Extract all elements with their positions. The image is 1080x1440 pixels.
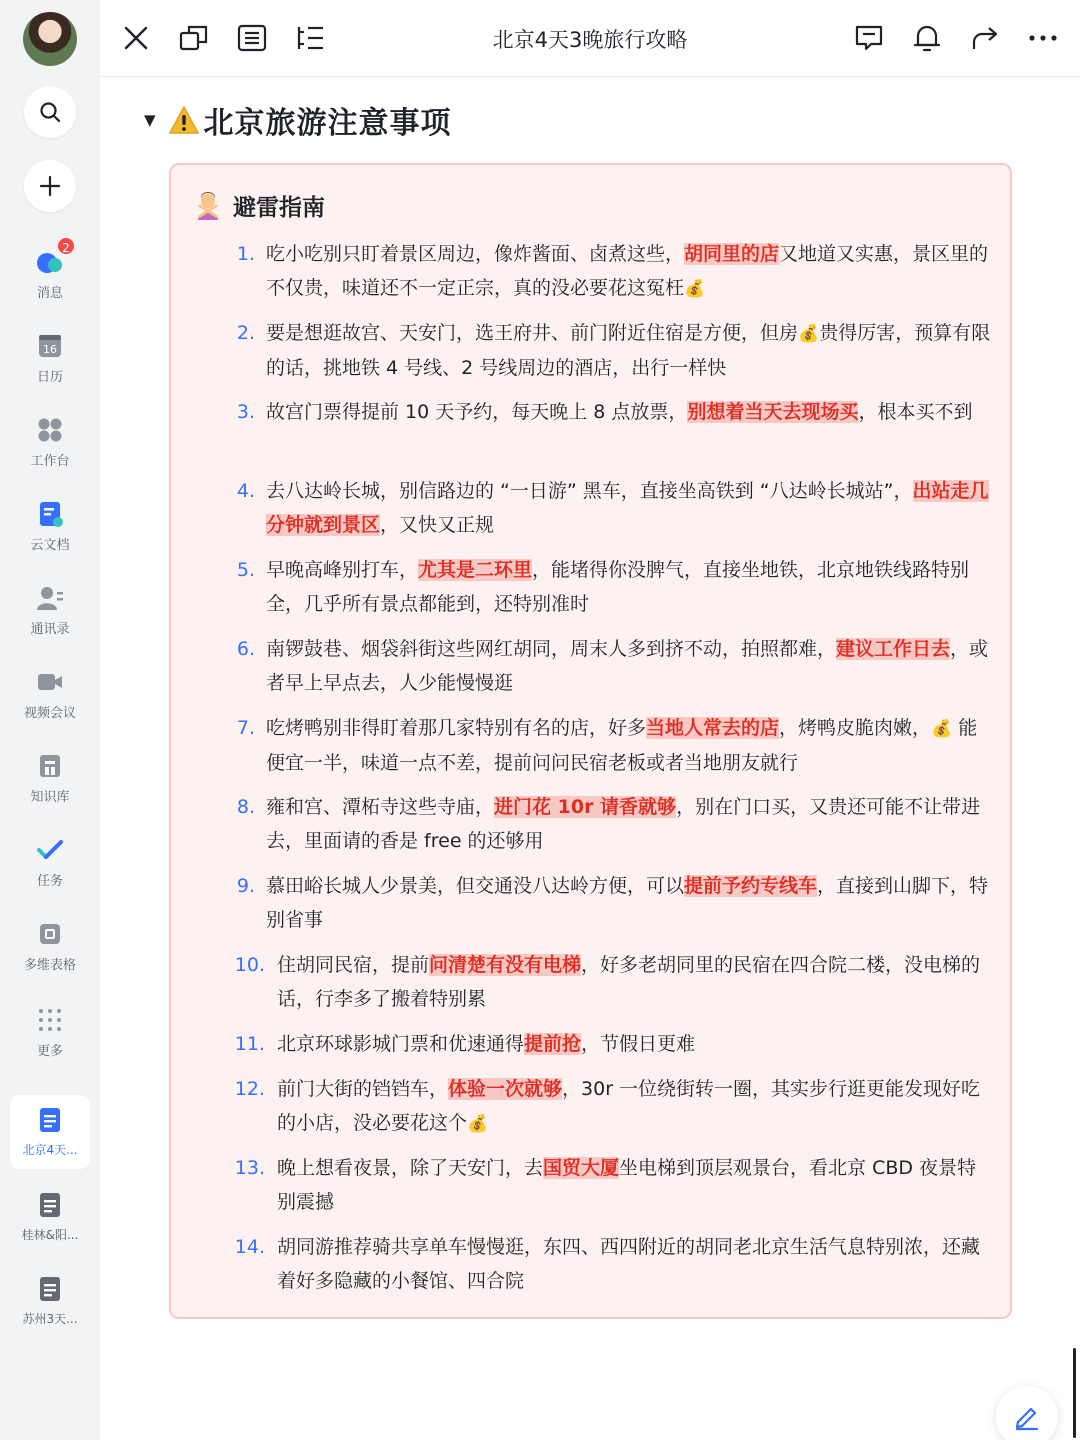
text-segment: 贵得厉害，预算有限的话，挑地铁 4 号线、2 号线周边的酒店，出行一样快 (266, 322, 991, 379)
highlighted-text: 体验一次就够 (448, 1078, 563, 1100)
list-number: 6. (236, 638, 255, 660)
top-toolbar (100, 0, 1080, 77)
sidebar-item-tasks[interactable] (0, 836, 100, 889)
money-bag-icon: 💰 (467, 1114, 489, 1134)
list-item-text (266, 869, 994, 937)
document-title: 北京4天3晚旅行攻略 (492, 28, 688, 52)
list-item-text (277, 1072, 995, 1141)
sidebar-item-label: 消息 (36, 286, 63, 301)
recent-doc-beijing[interactable] (10, 1095, 90, 1169)
list-item-text (266, 474, 994, 542)
notifications-button[interactable] (911, 22, 943, 54)
text-segment: 吃小吃别只盯着景区周边，像炸酱面、卤煮这些， (266, 243, 685, 265)
text-segment: 早晚高峰别打车， (266, 559, 419, 581)
comment-icon (854, 24, 884, 52)
sidebar-item-label: 通讯录 (30, 622, 70, 637)
share-button[interactable] (969, 22, 1001, 54)
highlighted-text: 提前抢 (524, 1033, 582, 1055)
money-bag-icon: 💰 (798, 324, 820, 344)
recent-doc-suzhou[interactable] (10, 1264, 90, 1338)
recent-doc-guilin[interactable] (10, 1180, 90, 1254)
recent-doc-label: 苏州3天... (22, 1311, 78, 1326)
list-item-text (266, 790, 994, 858)
check-icon (36, 836, 64, 864)
list-number: 12. (234, 1078, 265, 1100)
money-bag-icon: 💰 (931, 719, 953, 739)
list-number: 5. (236, 559, 255, 581)
document-icon (38, 1192, 62, 1218)
text-segment: 吃烤鸭别非得盯着那几家特别有名的店，好多 (266, 717, 647, 739)
document-icon (36, 500, 64, 528)
video-camera-icon (36, 668, 64, 696)
money-bag-icon: 💰 (684, 279, 706, 299)
sidebar-item-contacts[interactable] (0, 584, 100, 637)
highlighted-text: 出站走几分钟就到景区 (266, 480, 989, 536)
document-icon (38, 1276, 62, 1302)
callout-header (193, 189, 325, 222)
scrollbar[interactable] (1073, 1348, 1076, 1438)
recent-doc-label: 北京4天... (22, 1142, 78, 1157)
list-number: 13. (234, 1157, 265, 1179)
text-segment: ，直接到山脚下，特别省事 (266, 875, 989, 931)
list-item-text (277, 1230, 995, 1298)
sidebar-item-bitable[interactable] (0, 920, 100, 973)
highlighted-text: 尤其是二环里 (418, 559, 533, 581)
list-number: 1. (236, 243, 255, 265)
sidebar-item-knowledge-base[interactable] (0, 752, 100, 805)
list-number: 8. (236, 796, 255, 818)
search-button[interactable] (24, 86, 76, 138)
text-segment: ，烤鸭皮脆肉嫩， (779, 717, 932, 739)
list-number: 10. (234, 954, 265, 976)
highlighted-text: 国贸大厦 (543, 1157, 620, 1179)
text-segment: ，能堵得你没脾气，直接坐地铁，北京地铁线路特别全，几乎所有景点都能到，还特别准时 (266, 559, 970, 615)
text-segment: 南锣鼓巷、烟袋斜街这些网红胡同，周末人多到挤不动，拍照都难， (266, 638, 837, 660)
text-segment: ，根本买不到 (858, 401, 973, 423)
sidebar-item-label: 知识库 (30, 790, 70, 805)
list-number: 4. (236, 480, 255, 502)
open-new-window-button[interactable] (178, 22, 210, 54)
avatar[interactable] (23, 12, 77, 66)
sidebar-item-more[interactable] (0, 1006, 100, 1059)
sidebar-item-workbench[interactable] (0, 416, 100, 469)
callout-title: 避雷指南 (233, 195, 325, 221)
document-icon (38, 1107, 62, 1133)
text-segment: 坐电梯到顶层观景台，看北京 CBD 夜景特别震撼 (277, 1157, 977, 1213)
close-button[interactable] (120, 22, 152, 54)
document-body (100, 78, 1080, 1440)
highlighted-text: 别想着当天去现场买 (687, 401, 859, 423)
close-icon (123, 25, 149, 51)
sidebar-item-label: 视频会议 (23, 706, 76, 721)
sidebar-item-calendar[interactable] (0, 332, 100, 385)
chat-icon (36, 241, 70, 276)
search-icon (38, 100, 62, 124)
highlighted-text: 胡同里的店 (684, 243, 780, 265)
text-segment: 又地道又实惠，景区里的不仅贵，味道还不一定正宗，真的没必要花这冤枉 (266, 243, 989, 299)
contacts-icon (36, 584, 64, 612)
text-segment: ，30r 一位绕街转一圈，其实步行逛更能发现好吃的小店，没必要花这个 (277, 1078, 981, 1134)
sidebar-item-label: 多维表格 (23, 958, 76, 973)
unread-badge: 2 (56, 236, 76, 256)
list-item-text (266, 237, 994, 306)
list-number: 9. (236, 875, 255, 897)
tree-list-icon (295, 24, 325, 52)
table-of-contents-button[interactable] (294, 22, 326, 54)
text-segment: 慕田峪长城人少景美，但交通没八达岭方便，可以 (266, 875, 685, 897)
highlighted-text: 问清楚有没有电梯 (429, 954, 582, 976)
table-icon (36, 920, 64, 948)
more-horizontal-icon (1028, 34, 1058, 42)
list-item-text (266, 553, 994, 621)
calendar-date: 16 (43, 343, 57, 356)
list-number: 11. (234, 1033, 265, 1055)
sidebar-item-messages[interactable] (0, 241, 100, 301)
share-icon (970, 24, 1000, 52)
new-window-icon (179, 24, 209, 52)
list-item-text (266, 316, 994, 385)
text-segment: ，或者早上早点去，人少能慢慢逛 (266, 638, 989, 694)
text-segment: 前门大街的铛铛车， (277, 1078, 449, 1100)
list-number: 14. (234, 1236, 265, 1258)
text-segment: 能便宜一半，味道一点不差，提前问问民宿老板或者当地朋友就行 (266, 717, 978, 774)
pencil-icon (1013, 1403, 1041, 1431)
text-segment: 要是想逛故宫、天安门，选王府井、前门附近住宿是方便，但房 (266, 322, 799, 344)
sidebar-item-label: 任务 (36, 874, 63, 889)
text-segment: 去八达岭长城，别信路边的 “一日游” 黑车，直接坐高铁到 “八达岭长城站”， (266, 480, 913, 502)
text-segment: ，又快又正规 (380, 514, 495, 536)
list-item-text (277, 1151, 995, 1219)
list-item-text (277, 948, 995, 1016)
highlighted-text: 进门花 10r 请香就够 (494, 796, 677, 818)
text-segment: 雍和宫、潭柘寺这些寺庙， (266, 796, 495, 818)
sidebar-item-docs[interactable] (0, 500, 100, 553)
grid-icon (36, 416, 64, 444)
add-button[interactable] (24, 160, 76, 212)
text-segment: 北京环球影城门票和优速通得 (277, 1033, 525, 1055)
sidebar-item-label: 更多 (36, 1044, 63, 1059)
sidebar-item-label: 云文档 (30, 538, 70, 553)
edit-button[interactable] (996, 1386, 1058, 1440)
list-item-text (266, 711, 994, 780)
section-heading: 北京旅游注意事项 (203, 106, 452, 141)
list-number: 3. (236, 401, 255, 423)
text-segment: 晚上想看夜景，除了天安门，去 (277, 1157, 544, 1179)
highlighted-text: 建议工作日去 (836, 638, 951, 660)
text-segment: 住胡同民宿，提前 (277, 954, 430, 976)
list-item-text (266, 395, 994, 429)
section-heading-row (144, 98, 452, 142)
bell-icon (913, 23, 941, 53)
sidebar (0, 0, 100, 1440)
list-number: 7. (236, 717, 255, 739)
calendar-icon (36, 332, 64, 360)
collapse-caret-icon[interactable]: ▼ (144, 111, 156, 129)
person-gesturing-no-icon (193, 191, 223, 221)
highlighted-text: 当地人常去的店 (646, 717, 780, 739)
sidebar-item-video-meeting[interactable] (0, 668, 100, 721)
sidebar-item-label: 日历 (36, 370, 63, 385)
more-options-button[interactable] (1027, 22, 1059, 54)
outline-button[interactable] (236, 22, 268, 54)
text-segment: ，别在门口买，又贵还可能不让带进去，里面请的香是 free 的还够用 (266, 796, 981, 852)
book-icon (36, 752, 64, 780)
text-segment: ，好多老胡同里的民宿在四合院二楼，没电梯的话，行李多了搬着特别累 (277, 954, 981, 1010)
list-item-text (266, 632, 994, 700)
recent-doc-label: 桂林&阳... (21, 1227, 79, 1242)
more-dots-icon (36, 1006, 64, 1034)
plus-icon (38, 174, 62, 198)
list-number: 2. (236, 322, 255, 344)
text-segment: 胡同游推荐骑共享单车慢慢逛，东四、西四附近的胡同老北京生活气息特别浓，还藏着好多隐藏的小餐馆、四合院 (277, 1236, 981, 1292)
highlighted-text: 提前予约专线车 (684, 875, 818, 897)
warning-icon (168, 105, 200, 135)
sidebar-item-label: 工作台 (30, 454, 70, 469)
list-icon (237, 24, 267, 52)
comments-button[interactable] (853, 22, 885, 54)
callout-block (169, 163, 1012, 1319)
text-segment: 故宫门票得提前 10 天予约，每天晚上 8 点放票， (266, 401, 688, 423)
list-item-text (277, 1027, 995, 1061)
text-segment: ，节假日更难 (581, 1033, 696, 1055)
